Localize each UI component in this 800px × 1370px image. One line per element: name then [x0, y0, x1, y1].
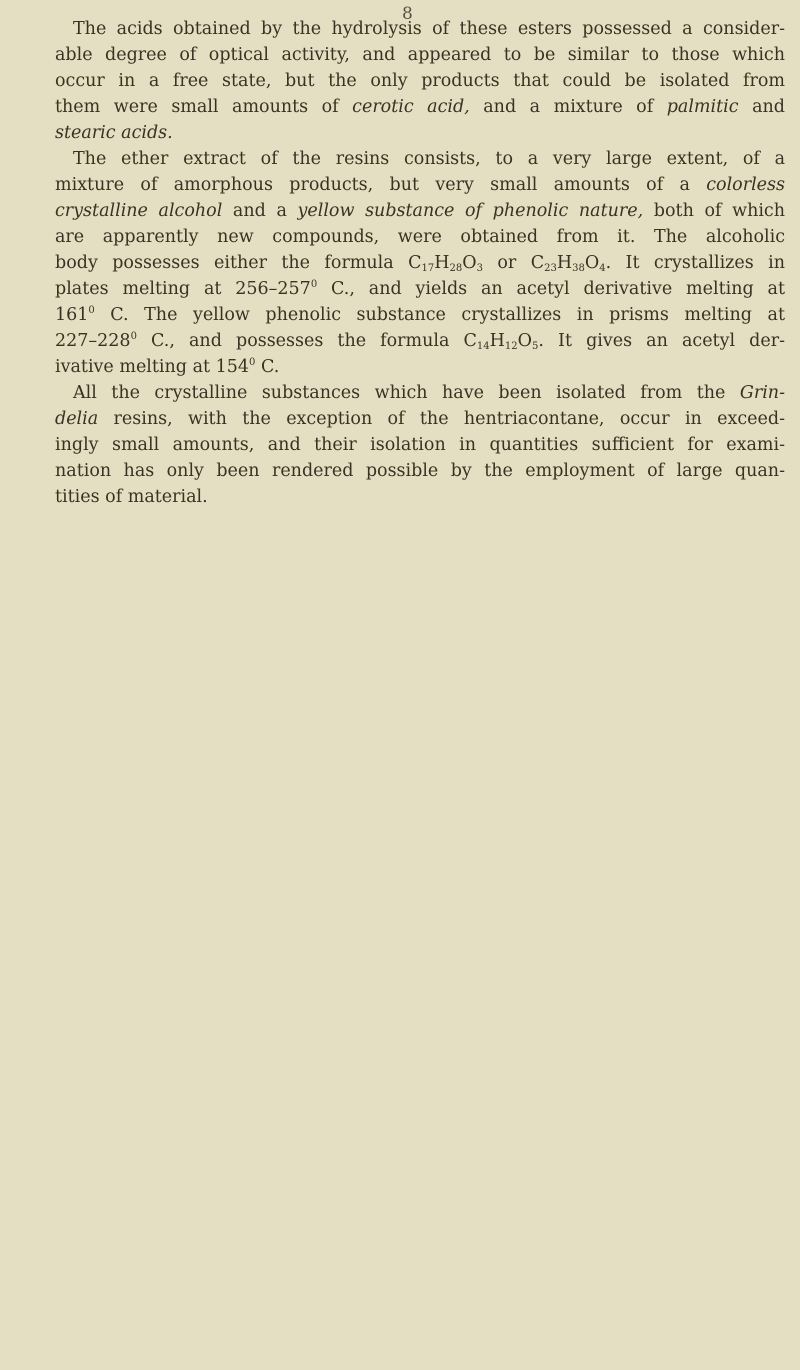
- text-run: 227–228: [55, 331, 131, 351]
- text-run: mixture of amorphous products, but very small amounts of a: [55, 175, 707, 195]
- subscript: 38: [572, 263, 585, 274]
- degree-mark: 0: [130, 331, 137, 343]
- text-run: C., and yields an acetyl derivative melting at: [317, 279, 785, 299]
- text-run: O: [462, 253, 477, 273]
- italic-term: cerotic acid,: [352, 97, 470, 117]
- subscript: 12: [504, 341, 518, 352]
- text-run: All the crystalline substances which have been isolated from the: [73, 383, 740, 403]
- italic-term: palmitic: [666, 97, 739, 117]
- degree-mark: 0: [249, 357, 256, 369]
- text-run: and a mixture of: [469, 97, 667, 117]
- text-run: . It crystallizes in: [605, 253, 785, 273]
- subscript: 3: [476, 263, 483, 274]
- italic-term: Grin-: [739, 383, 785, 403]
- text-run: C.: [255, 357, 280, 377]
- text-run: ivative melting at 154: [55, 357, 249, 377]
- text-run: C. The yellow phenolic substance crystallizes in prisms melting at: [94, 305, 785, 325]
- text-line: [55, 94, 785, 120]
- italic-term: crystalline alcohol: [55, 201, 223, 221]
- text-run: both of which: [643, 201, 786, 221]
- italic-term: yellow substance of phenolic nature,: [297, 201, 644, 221]
- italic-term: colorless: [706, 175, 785, 195]
- text-run: . It gives an acetyl der-: [538, 331, 785, 351]
- degree-mark: 0: [310, 279, 318, 291]
- text-line: [55, 42, 785, 68]
- text-line: [55, 328, 785, 354]
- text-run: 161: [55, 305, 89, 325]
- subscript: 28: [449, 263, 463, 274]
- text-run: O: [517, 331, 533, 351]
- text-run: H: [556, 253, 573, 273]
- subscript: 5: [532, 341, 539, 352]
- text-line: [55, 120, 785, 146]
- text-run: ingly small amounts, and their isolation in quantities sufficient for exami-: [55, 435, 785, 455]
- page-number: 8: [402, 4, 413, 24]
- subscript: 4: [599, 263, 606, 274]
- text-run: H: [434, 253, 450, 273]
- text-run: and: [738, 97, 785, 117]
- text-line: [55, 302, 785, 328]
- subscript: 23: [544, 263, 557, 274]
- text-run: H: [489, 331, 505, 351]
- text-run: The ether extract of the resins consists, to a very large extent, of a: [73, 149, 785, 169]
- subscript: 17: [421, 263, 435, 274]
- text-line: [55, 432, 785, 458]
- text-run: resins, with the exception of the hentriacontane, occur in exceed-: [98, 409, 785, 429]
- italic-term: stearic acids.: [55, 123, 173, 143]
- text-line: [55, 224, 785, 250]
- text-line: [55, 146, 785, 172]
- text-line: [55, 250, 785, 276]
- text-line: [55, 68, 785, 94]
- text-line: [55, 198, 785, 224]
- body-text: [55, 16, 785, 510]
- text-run: tities of material.: [55, 487, 208, 507]
- text-line: [55, 406, 785, 432]
- text-run: nation has only been rendered possible by the employment of large quan-: [55, 461, 785, 481]
- degree-mark: 0: [88, 305, 95, 317]
- text-run: occur in a free state, but the only products that could be isolated from: [55, 71, 785, 91]
- text-run: The acids obtained by the hydrolysis of these esters possessed a consider-: [73, 19, 785, 39]
- text-line: [55, 458, 785, 484]
- text-run: able degree of optical activity, and appeared to be similar to those which: [55, 45, 785, 65]
- text-run: C., and possesses the formula C: [136, 331, 477, 351]
- text-run: or C: [482, 253, 545, 273]
- text-line: [55, 172, 785, 198]
- text-line: [55, 354, 785, 380]
- subscript: 14: [476, 341, 490, 352]
- text-line: [55, 484, 785, 510]
- text-line: [55, 380, 785, 406]
- text-line: [55, 276, 785, 302]
- text-run: are apparently new compounds, were obtained from it. The alcoholic: [55, 227, 785, 247]
- text-run: O: [584, 253, 600, 273]
- text-line: [55, 16, 785, 42]
- text-run: body possesses either the formula C: [55, 253, 422, 273]
- italic-term: delia: [55, 409, 99, 429]
- text-run: them were small amounts of: [55, 97, 353, 117]
- text-run: plates melting at 256–257: [55, 279, 311, 299]
- text-run: and a: [222, 201, 298, 221]
